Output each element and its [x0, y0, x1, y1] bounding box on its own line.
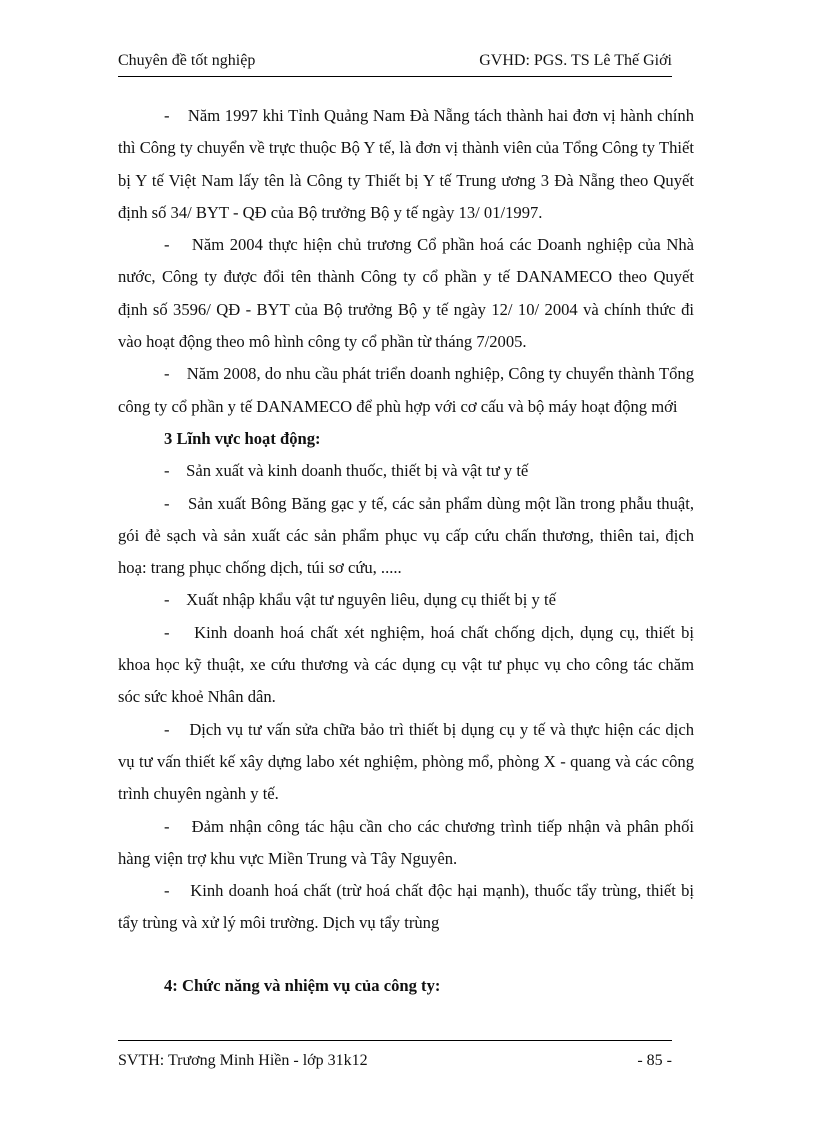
- activity-item: - Kinh doanh hoá chất (trừ hoá chất độc hại mạnh), thuốc tẩy trùng, thiết bị tẩy trùng và xử lý môi trường. Dịch vụ tẩy trùng: [118, 881, 694, 933]
- activity-item: - Đảm nhận công tác hậu cần cho các chương trình tiếp nhận và phân phối hàng viện trợ khu vực Miền Trung và Tây Nguyên.: [118, 816, 694, 868]
- page-footer: [118, 1052, 672, 1074]
- header-rule: [118, 76, 672, 77]
- activity-item: - Kinh doanh hoá chất xét nghiệm, hoá chất chống dịch, dụng cụ, thiết bị khoa học kỹ thuật, xe cứu thương và các dụng cụ vật tư phục vụ cho công tác chăm sóc sức khoẻ Nhân dân.: [118, 622, 694, 707]
- document-body: [118, 100, 694, 1002]
- footer-rule: [118, 1040, 672, 1041]
- footer-author-text: SVTH: Trương Minh Hiền - lớp 31k12: [118, 1052, 368, 1069]
- history-paragraph-2008: - Năm 2008, do nhu cầu phát triển doanh nghiệp, Công ty chuyển thành Tổng công ty cổ phần y tế DANAMECO để phù hợp với cơ cấu và bộ máy hoạt động mới: [118, 364, 694, 416]
- activity-item: - Sản xuất và kinh doanh thuốc, thiết bị và vật tư y tế: [164, 461, 529, 481]
- history-paragraph-1997: - Năm 1997 khi Tỉnh Quảng Nam Đà Nẵng tách thành hai đơn vị hành chính thì Công ty chuyển về trực thuộc Bộ Y tế, là đơn vị thành viên của Tổng Công ty Thiết bị Y tế Việt Nam lấy tên là Công ty Thiết bị Y tế Trung ương 3 Đà Nẵng theo Quyết định số 34/ BYT - QĐ của Bộ trưởng Bộ y tế ngày 13/ 01/1997.: [118, 106, 694, 222]
- history-paragraph-2004: - Năm 2004 thực hiện chủ trương Cổ phần hoá các Doanh nghiệp của Nhà nước, Công ty được đổi tên thành Công ty cổ phần y tế DANAMECO theo Quyết định số 3596/ QĐ - BYT của Bộ trưởng Bộ y tế ngày 12/ 10/ 2004 và chính thức đi vào hoạt động theo mô hình công ty cổ phần từ tháng 7/2005.: [118, 235, 694, 352]
- header-right-text: GVHD: PGS. TS Lê Thế Giới: [479, 52, 672, 69]
- section-4-heading: 4: Chức năng và nhiệm vụ của công ty:: [164, 975, 441, 995]
- page-header: [118, 52, 672, 74]
- section-3-heading: 3 Lĩnh vực hoạt động:: [164, 428, 321, 448]
- activity-item: - Sản xuất Bông Băng gạc y tế, các sản phẩm dùng một lần trong phẫu thuật, gói đẻ sạch và sản xuất các sản phẩm phục vụ cấp cứu chấn thương, thiên tai, địch hoạ: trang phục chống dịch, túi sơ cứu, .....: [118, 493, 694, 578]
- page-number: - 85 -: [637, 1052, 672, 1069]
- activity-item: - Xuất nhập khẩu vật tư nguyên liêu, dụng cụ thiết bị y tế: [164, 590, 556, 610]
- section-spacer: [118, 940, 694, 970]
- header-left-text: Chuyên đề tốt nghiệp: [118, 52, 256, 69]
- activity-item: - Dịch vụ tư vấn sửa chữa bảo trì thiết bị dụng cụ y tế và thực hiện các dịch vụ tư vấn thiết kế xây dựng labo xét nghiệm, phòng mổ, phòng X - quang và các công trình chuyên ngành y tế.: [118, 719, 694, 804]
